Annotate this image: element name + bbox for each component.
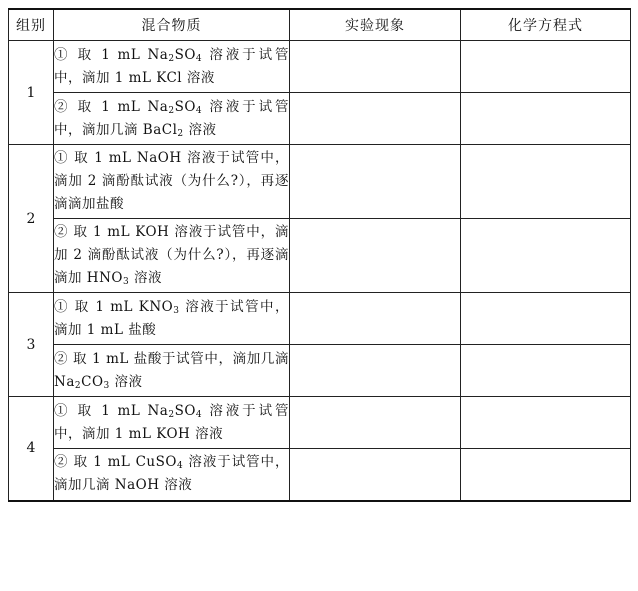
text-part: 溶液于试管中，滴加 1 mL 盐酸 [54, 298, 289, 338]
header-mixture: 混合物质 [54, 9, 290, 41]
equation-cell[interactable] [461, 145, 631, 219]
table-row [9, 345, 631, 397]
group-label: 2 [9, 145, 54, 293]
subscript: 2 [168, 409, 175, 420]
subscript: 2 [74, 380, 82, 391]
group-label: 3 [9, 293, 54, 397]
equation-cell[interactable] [461, 41, 631, 93]
phenomenon-cell[interactable] [290, 93, 461, 145]
text-part: ① 取 1 mL Na [54, 402, 169, 419]
table-row [9, 41, 631, 93]
text-part: ② 取 1 mL CuSO [54, 454, 177, 471]
experiment-table-wrapper [8, 8, 630, 502]
mixture-cell [54, 293, 290, 345]
subscript: 3 [103, 380, 110, 391]
mixture-cell: ① 取 1 mL NaOH 溶液于试管中，滴加 2 滴酚酞试液（为什么?），再逐滴滴加盐酸 [54, 145, 290, 219]
phenomenon-cell[interactable] [290, 219, 461, 293]
subscript: 3 [173, 305, 180, 316]
text-part: SO [174, 402, 196, 419]
subscript: 4 [195, 53, 203, 64]
table-row [9, 449, 631, 501]
text-part: 溶液 [183, 121, 217, 138]
equation-cell[interactable] [461, 219, 631, 293]
phenomenon-cell[interactable] [290, 145, 461, 219]
header-row [9, 9, 631, 41]
subscript: 2 [168, 105, 175, 116]
text-part: ② 取 1 mL KOH 溶液于试管中，滴加 2 滴酚酞试液（为什么?），再逐滴滴加 HNO [54, 224, 289, 286]
subscript: 4 [176, 461, 184, 472]
text-part: ① 取 1 mL Na [54, 46, 169, 63]
text-part: 溶液于试管中，滴加 1 mL KOH 溶液 [54, 402, 289, 442]
table-row [9, 397, 631, 449]
mixture-cell [54, 219, 290, 293]
equation-cell[interactable] [461, 449, 631, 501]
text-part: 溶液 [129, 270, 162, 286]
text-part: SO [174, 98, 196, 115]
table-row [9, 145, 631, 219]
table-row [9, 93, 631, 145]
mixture-cell [54, 397, 290, 449]
subscript: 3 [122, 277, 130, 287]
phenomenon-cell[interactable] [290, 449, 461, 501]
group-label: 1 [9, 41, 54, 145]
text-part: ① 取 1 mL KNO [54, 298, 174, 315]
text-part: SO [174, 46, 196, 63]
equation-cell[interactable] [461, 93, 631, 145]
experiment-table [8, 8, 631, 502]
subscript: 2 [177, 128, 184, 139]
subscript: 2 [168, 53, 175, 64]
equation-cell[interactable] [461, 293, 631, 345]
phenomenon-cell[interactable] [290, 41, 461, 93]
header-group: 组别 [9, 9, 54, 41]
table-row [9, 293, 631, 345]
text-part: CO [81, 373, 104, 390]
mixture-cell [54, 449, 290, 501]
mixture-cell [54, 93, 290, 145]
text-part: 溶液于试管中，滴加几滴 BaCl [54, 98, 289, 138]
phenomenon-cell[interactable] [290, 397, 461, 449]
text-part: ② 取 1 mL Na [54, 98, 169, 115]
group-label: 4 [9, 397, 54, 501]
mixture-cell [54, 345, 290, 397]
text-part: ② 取 1 mL 盐酸于试管中，滴加几滴 Na [54, 350, 289, 390]
table-row [9, 219, 631, 293]
text-part: 溶液 [109, 373, 143, 390]
subscript: 4 [195, 105, 203, 116]
subscript: 4 [195, 409, 203, 420]
text-part: 溶液于试管中，滴加 1 mL KCl 溶液 [54, 46, 289, 86]
equation-cell[interactable] [461, 345, 631, 397]
text-part: 溶液于试管中，滴加几滴 NaOH 溶液 [54, 454, 289, 494]
header-equation: 化学方程式 [461, 9, 631, 41]
mixture-cell [54, 41, 290, 93]
header-phenomenon: 实验现象 [290, 9, 461, 41]
equation-cell[interactable] [461, 397, 631, 449]
phenomenon-cell[interactable] [290, 293, 461, 345]
phenomenon-cell[interactable] [290, 345, 461, 397]
